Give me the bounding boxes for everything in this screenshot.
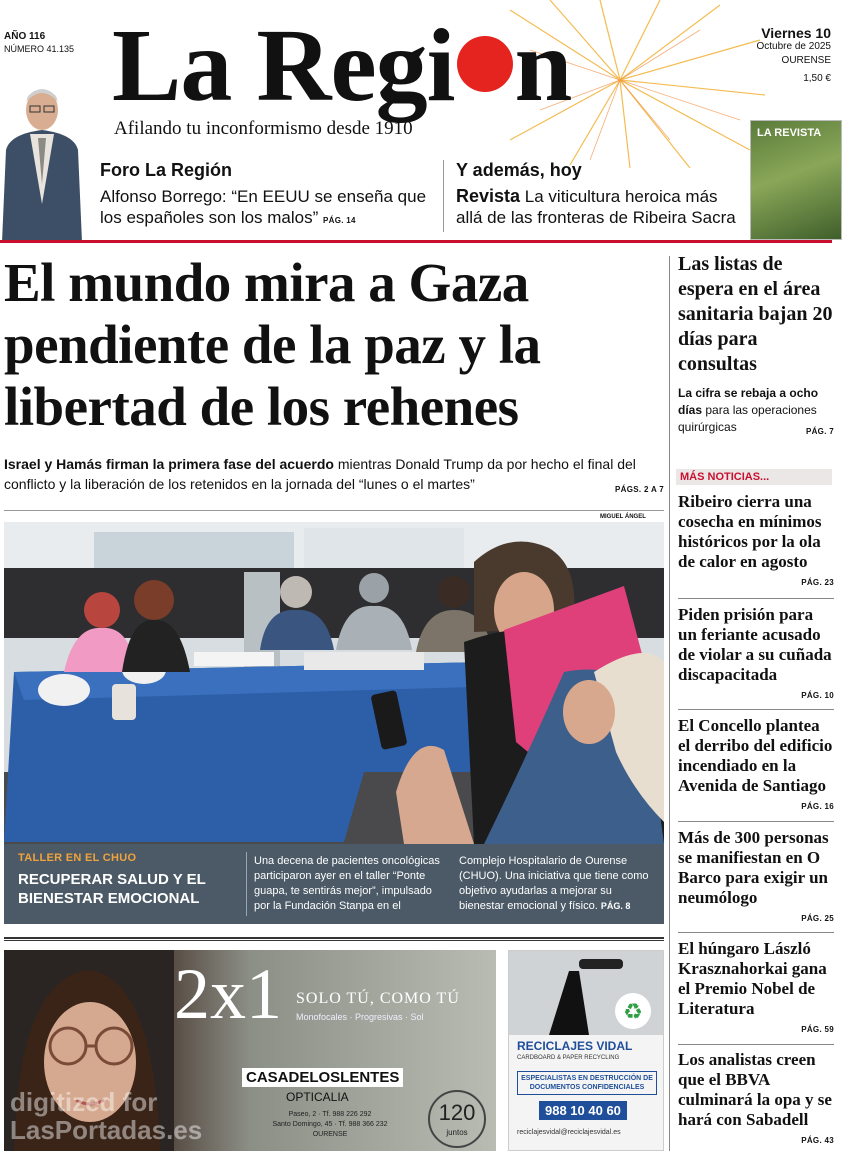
magazine-label: LA REVISTA (757, 127, 822, 139)
ad-rec-sub: CARDBOARD & PAPER RECYCLING (517, 1055, 620, 1061)
brief-item[interactable] (678, 605, 834, 700)
ad-address-1: Paseo, 2 · Tf. 988 226 292 (288, 1111, 372, 1118)
brief-divider (678, 932, 834, 933)
brief-item[interactable] (678, 939, 834, 1034)
ad-shredder-photo (509, 951, 664, 1035)
brief-divider (678, 1044, 834, 1045)
caption-title[interactable]: RECUPERAR SALUD Y EL BIENESTAR EMOCIONAL (18, 871, 206, 907)
watermark (10, 1088, 202, 1144)
brief-headline: El húngaro László Krasznahorkai gana el Premio Nobel de Literatura (678, 939, 827, 1018)
masthead-tagline: Afilando tu inconformismo desde 1910 (114, 118, 413, 139)
caption-text-col1: Una decena de pacientes oncológicas participaron ayer en el taller “Ponte guapa, te sentirás mejor”, impulsado por la Fundación Stanpa en el (254, 855, 440, 912)
edition-city: OURENSE (781, 55, 831, 66)
lead-deck-text: mientras Donald Trump da por hecho el final del conflicto y la liberación de los retenidos en la jornada del “lunes o el martes” (4, 456, 636, 492)
edition-price: 1,50 € (803, 73, 831, 84)
photo-credit: MIGUEL ÁNGEL (600, 514, 646, 520)
brief-divider (678, 709, 834, 710)
brief-page: PÁG. 16 (801, 802, 834, 811)
columnist-portrait-photo (0, 84, 84, 242)
photo-caption-box (4, 844, 664, 924)
brief-headline: Piden prisión para un feriante acusado de violar a su cuñada discapacitada (678, 605, 832, 684)
ad-products: Monofocales · Progresivas · Sol (296, 1012, 424, 1022)
magazine-cover-thumbnail[interactable] (750, 120, 842, 240)
ad-city: OURENSE (312, 1131, 348, 1138)
teaser-foro-heading: Foro La Región (100, 160, 232, 180)
lead-pages: PÁGS. 2 A 7 (615, 485, 664, 494)
brief-headline: Más de 300 personas se manifiestan en O Barco para exigir un neumólogo (678, 828, 829, 907)
lead-deck (4, 454, 664, 500)
issue-number: NÚMERO 41.135 (4, 44, 75, 54)
teaser-ademas[interactable] (456, 160, 746, 228)
sidebar-top-headline: Las listas de espera en el área sanitaria bajan 20 días para consultas (678, 253, 833, 375)
brief-headline: El Concello plantea el derribo del edificio incendiado en la Avenida de Santiago (678, 716, 833, 795)
column-divider (669, 256, 670, 1151)
sidebar-top-sub-bold: La cifra se rebaja a ocho días (678, 386, 819, 417)
brief-headline: Los analistas creen que el BBVA culminará la opa y se hará con Sabadell (678, 1050, 832, 1129)
brief-item[interactable] (678, 492, 834, 587)
logo-text-1: La Regi (112, 8, 455, 123)
caption-kicker: TALLER EN EL CHUO (18, 852, 137, 864)
brief-divider (678, 598, 834, 599)
workshop-photo[interactable] (4, 522, 664, 844)
ad-slogan: SOLO TÚ, COMO TÚ (296, 990, 460, 1007)
recycling-advertisement[interactable] (508, 950, 664, 1151)
brief-headline: Ribeiro cierra una cosecha en mínimos históricos por la ola de calor en agosto (678, 492, 822, 571)
ad-anniversary-badge (428, 1090, 486, 1148)
logo-red-dot-icon (457, 36, 513, 92)
logo-text-2: n (514, 8, 572, 123)
issue-info (4, 30, 74, 56)
ad-rec-brand: RECICLAJES VIDAL (517, 1039, 633, 1053)
teaser-foro-page: PÁG. 14 (323, 216, 356, 225)
lead-headline[interactable]: El mundo mira a Gaza pendiente de la paz y la libertad de los rehenes (4, 252, 541, 437)
ad-address-2: Santo Domingo, 45 · Tf. 988 366 232 (272, 1121, 388, 1128)
issue-year: AÑO 116 (4, 31, 46, 42)
brief-item[interactable] (678, 716, 834, 811)
ad-offer: 2x1 (174, 954, 282, 1034)
teaser-ademas-text: La viticultura heroica más allá de las fronteras de Ribeira Sacra (456, 187, 736, 227)
watermark-line-2: LasPortadas.es (10, 1115, 203, 1145)
newspaper-logo (112, 6, 571, 126)
edition-month: Octubre de 2025 (756, 41, 831, 52)
ad-sub-brand: OPTICALIA (286, 1090, 349, 1104)
more-news-label: MÁS NOTICIAS... (676, 469, 832, 485)
brief-page: PÁG. 25 (801, 914, 834, 923)
lead-deck-bold: Israel y Hamás firman la primera fase del acuerdo (4, 456, 334, 472)
masthead-red-rule (0, 240, 832, 243)
brief-page: PÁG. 43 (801, 1136, 834, 1145)
edition-day: Viernes 10 (761, 25, 831, 41)
recycle-icon: ♻ (623, 999, 643, 1024)
teaser-divider (443, 160, 444, 232)
brief-page: PÁG. 23 (801, 578, 834, 587)
section-rule (4, 510, 664, 511)
teaser-foro-text: Alfonso Borrego: “En EEUU se enseña que los españoles son los malos” (100, 187, 427, 227)
teaser-ademas-heading: Y además, hoy (456, 160, 582, 180)
caption-divider (246, 852, 247, 916)
brief-divider (678, 821, 834, 822)
teaser-foro[interactable] (100, 160, 430, 231)
brief-item[interactable] (678, 1050, 834, 1145)
caption-text-col2-body: Complejo Hospitalario de Ourense (CHUO). Una iniciativa que tiene como objetivo ayudarlas a mejorar su bienestar emocional y físico. (459, 855, 649, 912)
caption-page: PÁG. 8 (600, 901, 631, 911)
ads-divider-rule (4, 937, 664, 941)
sidebar-top-sub-text: para las operaciones quirúrgicas (678, 403, 817, 434)
ad-rec-service: ESPECIALISTAS EN DESTRUCCIÓN DE DOCUMENTOS CONFIDENCIALES (517, 1071, 657, 1095)
teaser-ademas-lead: Revista (456, 186, 521, 206)
brief-page: PÁG. 10 (801, 691, 834, 700)
ad-badge-number: 120 (438, 1100, 476, 1125)
ad-rec-email: reciclajesvidal@reciclajesvidal.es (517, 1129, 621, 1136)
sidebar-top-story[interactable] (678, 252, 834, 440)
brief-item[interactable] (678, 828, 834, 923)
sidebar-top-page: PÁG. 7 (805, 427, 834, 436)
caption-text-col2 (459, 854, 654, 914)
date-info (757, 26, 832, 86)
ad-rec-phone: 988 10 40 60 (539, 1101, 627, 1120)
brief-page: PÁG. 59 (801, 1025, 834, 1034)
watermark-line-1: digitized for (10, 1087, 158, 1117)
ad-badge-text: juntos (446, 1128, 468, 1137)
ad-brand: CASADELOSLENTES (242, 1068, 403, 1087)
